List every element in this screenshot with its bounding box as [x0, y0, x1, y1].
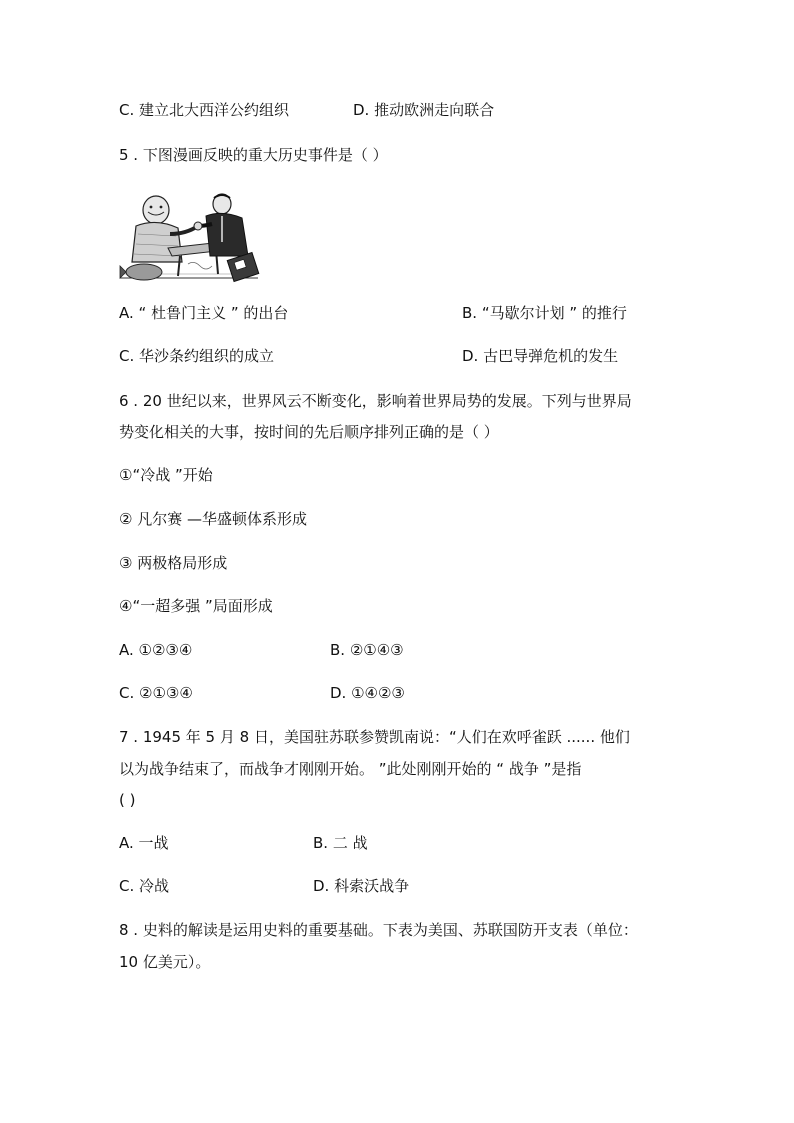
q5-option-c: C. 华沙条约组织的成立	[119, 347, 275, 365]
q7-option-b: B. 二 战	[313, 834, 368, 852]
q7-option-a: A. 一战	[119, 834, 169, 852]
q6-option-b: B. ②①④③	[330, 641, 404, 659]
q6-option-a: A. ①②③④	[119, 641, 193, 659]
q4-option-c: C. 建立北大西洋公约组织	[119, 101, 290, 119]
q7-option-d: D. 科索沃战争	[313, 877, 410, 895]
q6-option-c: C. ②①③④	[119, 684, 193, 702]
q7-stem-line1: 7 . 1945 年 5 月 8 日，美国驻苏联参赞凯南说：“人们在欢呼雀跃 ...... 他们	[119, 728, 630, 746]
q6-item-3: ③ 两极格局形成	[119, 554, 228, 572]
q8-stem-line2: 10 亿美元）。	[119, 953, 211, 971]
q5-option-b: B. “马歇尔计划 ” 的推行	[462, 304, 627, 322]
q7-stem-line2: 以为战争结束了，而战争才刚刚开始。 ”此处刚刚开始的 “ 战争 ”是指	[119, 760, 582, 778]
q5-option-a: A. “ 杜鲁门主义 ” 的出台	[119, 304, 289, 322]
q7-option-c: C. 冷战	[119, 877, 170, 895]
q6-item-1: ①“冷战 ”开始	[119, 466, 213, 484]
q6-item-4: ④“一超多强 ”局面形成	[119, 597, 273, 615]
q7-stem-line3: ( )	[119, 791, 136, 809]
q6-stem-line2: 势变化相关的大事，按时间的先后顺序排列正确的是（ ）	[119, 423, 499, 441]
q8-stem-line1: 8 . 史料的解读是运用史料的重要基础。下表为美国、苏联国防开支表（单位：	[119, 921, 638, 939]
cartoon-image	[118, 190, 264, 286]
q6-option-d: D. ①④②③	[330, 684, 405, 702]
q6-stem-line1: 6 . 20 世纪以来，世界风云不断变化，影响着世界局势的发展。下列与世界局	[119, 392, 632, 410]
q6-item-2: ② 凡尔赛 —华盛顿体系形成	[119, 510, 307, 528]
q5-option-d: D. 古巴导弹危机的发生	[462, 347, 619, 365]
q4-option-d: D. 推动欧洲走向联合	[353, 101, 495, 119]
q5-stem: 5 . 下图漫画反映的重大历史事件是（ ）	[119, 146, 388, 164]
